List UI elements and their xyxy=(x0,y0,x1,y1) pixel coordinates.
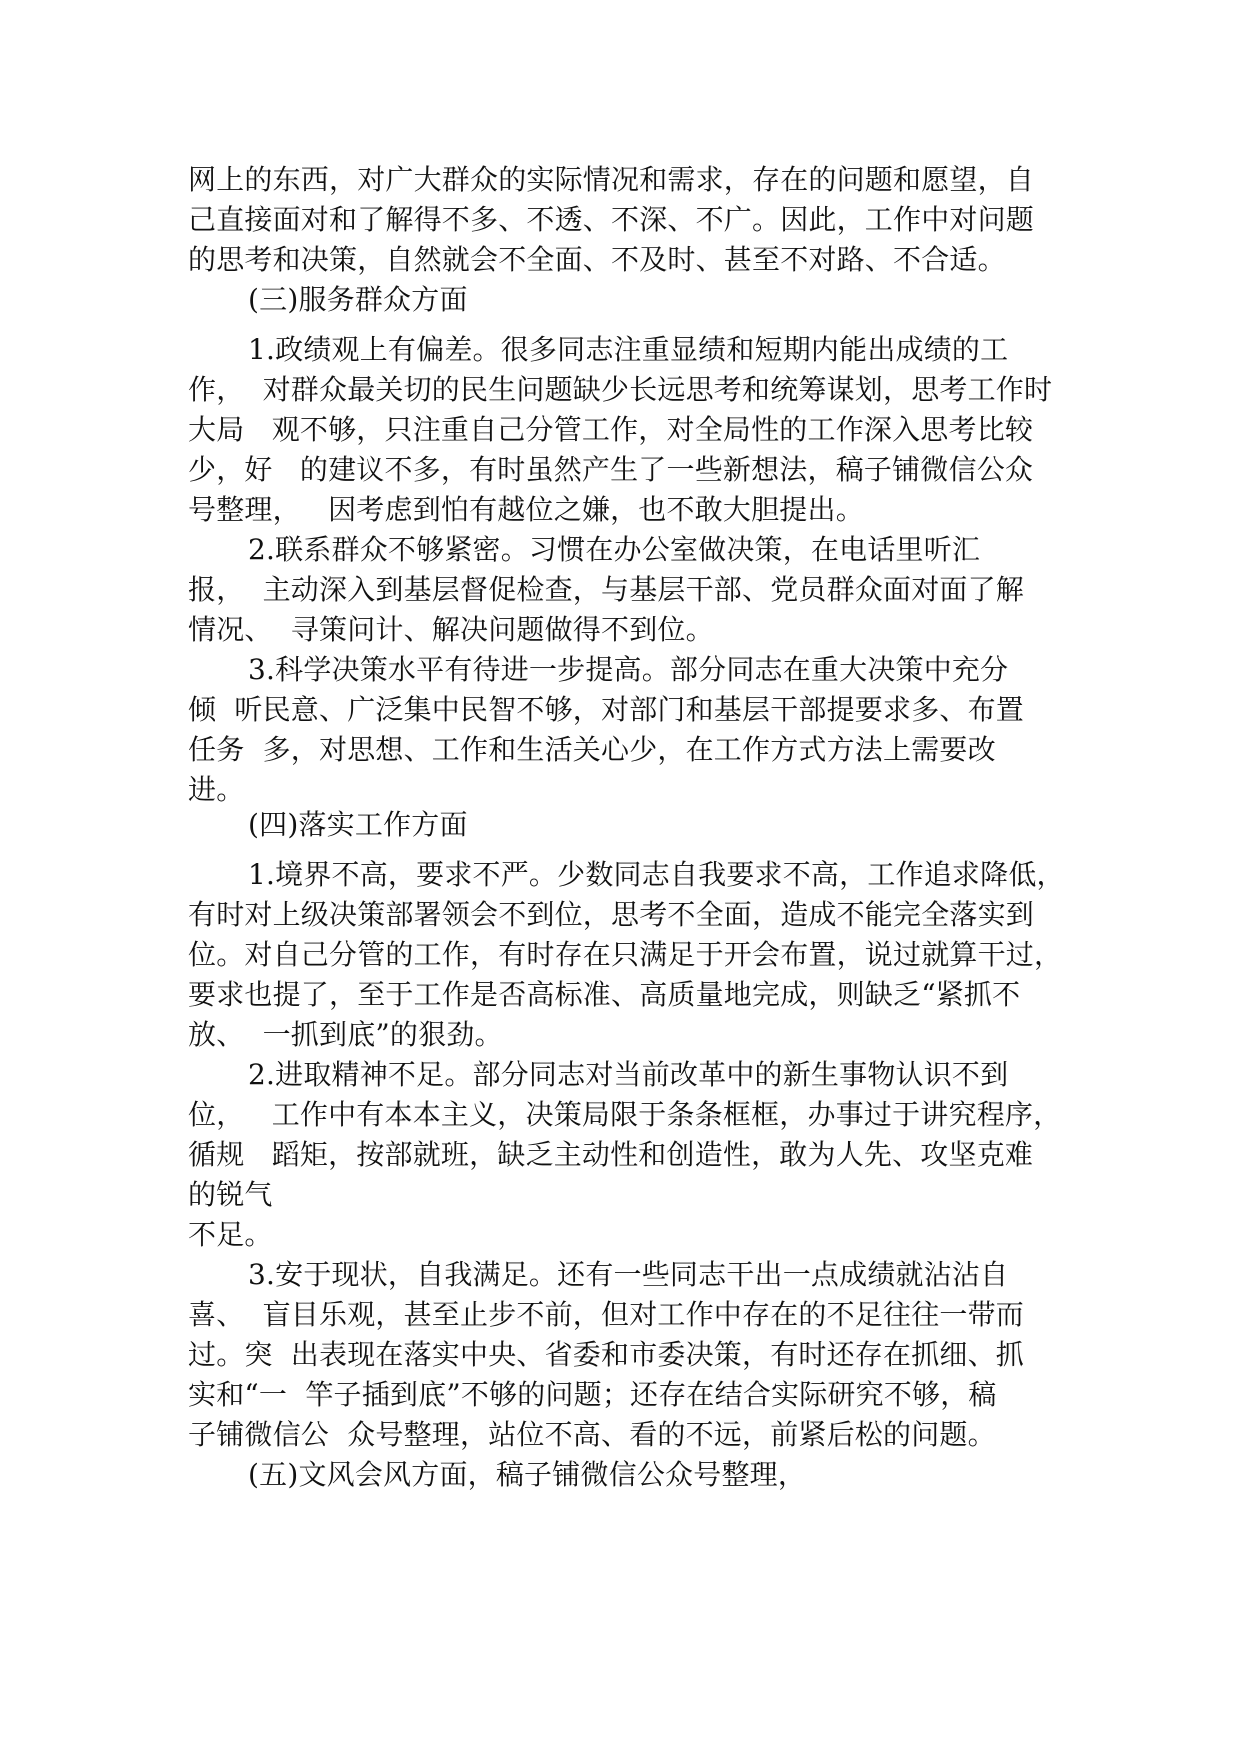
text-line: 要求也提了，至于工作是否高标准、高质量地完成，则缺乏“紧抓不 xyxy=(188,978,1021,1011)
text-line: 过。突 出表现在落实中央、省委和市委决策，有时还存在抓细、抓 xyxy=(188,1338,1025,1371)
text-line: 循规 蹈矩，按部就班，缺乏主动性和创造性，敢为人先、攻坚克难 xyxy=(188,1138,1034,1171)
text-line: 不足。 xyxy=(188,1218,273,1251)
text-line: 作， 对群众最关切的民生问题缺少长远思考和统筹谋划，思考工作时 xyxy=(188,373,1053,406)
paragraph-4-2 xyxy=(188,1055,1068,1255)
text-line: 位， 工作中有本本主义，决策局限于条条框框，办事过于讲究程序， xyxy=(188,1098,1062,1131)
text-line: 子铺微信公 众号整理，站位不高、看的不远，前紧后松的问题。 xyxy=(188,1418,996,1451)
paragraph-4-1 xyxy=(188,855,1068,1055)
text-line: 大局 观不够，只注重自己分管工作，对全局性的工作深入思考比较 xyxy=(188,413,1034,446)
text-line: 情况、 寻策问计、解决问题做得不到位。 xyxy=(188,613,714,646)
text-line: 号整理， 因考虑到怕有越位之嫌，也不敢大胆提出。 xyxy=(188,493,864,526)
text-line: 1.政绩观上有偏差。很多同志注重显绩和短期内能出成绩的工 xyxy=(248,333,1009,366)
text-line: 3.科学决策水平有待进一步提高。部分同志在重大决策中充分 xyxy=(248,653,1009,686)
text-line: 己直接面对和了解得不多、不透、不深、不广。因此，工作中对问题 xyxy=(188,203,1035,236)
section-heading-5 xyxy=(188,1455,1068,1495)
text-line: 进。 xyxy=(188,773,245,806)
text-line: 喜、 盲目乐观，甚至止步不前，但对工作中存在的不足往往一带而 xyxy=(188,1298,1025,1331)
text-line: 2.进取精神不足。部分同志对当前改革中的新生事物认识不到 xyxy=(248,1058,1009,1091)
paragraph-intro xyxy=(188,160,1068,280)
text-line: 任务 多，对思想、工作和生活关心少，在工作方式方法上需要改 xyxy=(188,733,996,766)
paragraph-4-3 xyxy=(188,1255,1068,1455)
text-line: 1.境界不高，要求不严。少数同志自我要求不高，工作追求降低， xyxy=(248,858,1065,891)
text-line: 2.联系群众不够紧密。习惯在办公室做决策，在电话里听汇 xyxy=(248,533,981,566)
text-line: 实和“一 竿子插到底”不够的问题；还存在结合实际研究不够，稿 xyxy=(188,1378,997,1411)
text-line: 倾 听民意、广泛集中民智不够，对部门和基层干部提要求多、布置 xyxy=(188,693,1025,726)
paragraph-3-2 xyxy=(188,530,1068,650)
heading-text: (四)落实工作方面 xyxy=(248,808,468,841)
text-line: 位。对自己分管的工作，有时存在只满足于开会布置，说过就算干过， xyxy=(188,938,1063,971)
text-line: 少，好 的建议不多，有时虽然产生了一些新想法，稿子铺微信公众 xyxy=(188,453,1034,486)
text-line: 放、 一抓到底”的狠劲。 xyxy=(188,1018,503,1051)
section-heading-4 xyxy=(188,805,1068,845)
paragraph-3-1 xyxy=(188,330,1068,530)
text-line: 报， 主动深入到基层督促检查，与基层干部、党员群众面对面了解 xyxy=(188,573,1025,606)
text-line: 3.安于现状，自我满足。还有一些同志干出一点成绩就沾沾自 xyxy=(248,1258,1009,1291)
text-line: 的思考和决策，自然就会不全面、不及时、甚至不对路、不合适。 xyxy=(188,243,1006,276)
paragraph-3-3 xyxy=(188,650,1068,810)
text-line: 的锐气 xyxy=(188,1178,273,1211)
text-line: 网上的东西，对广大群众的实际情况和需求，存在的问题和愿望，自 xyxy=(188,163,1035,196)
heading-text: (五)文风会风方面，稿子铺微信公众号整理， xyxy=(248,1458,807,1491)
heading-text: (三)服务群众方面 xyxy=(248,283,468,316)
section-heading-3 xyxy=(188,280,1068,320)
text-line: 有时对上级决策部署领会不到位，思考不全面，造成不能完全落实到 xyxy=(188,898,1035,931)
